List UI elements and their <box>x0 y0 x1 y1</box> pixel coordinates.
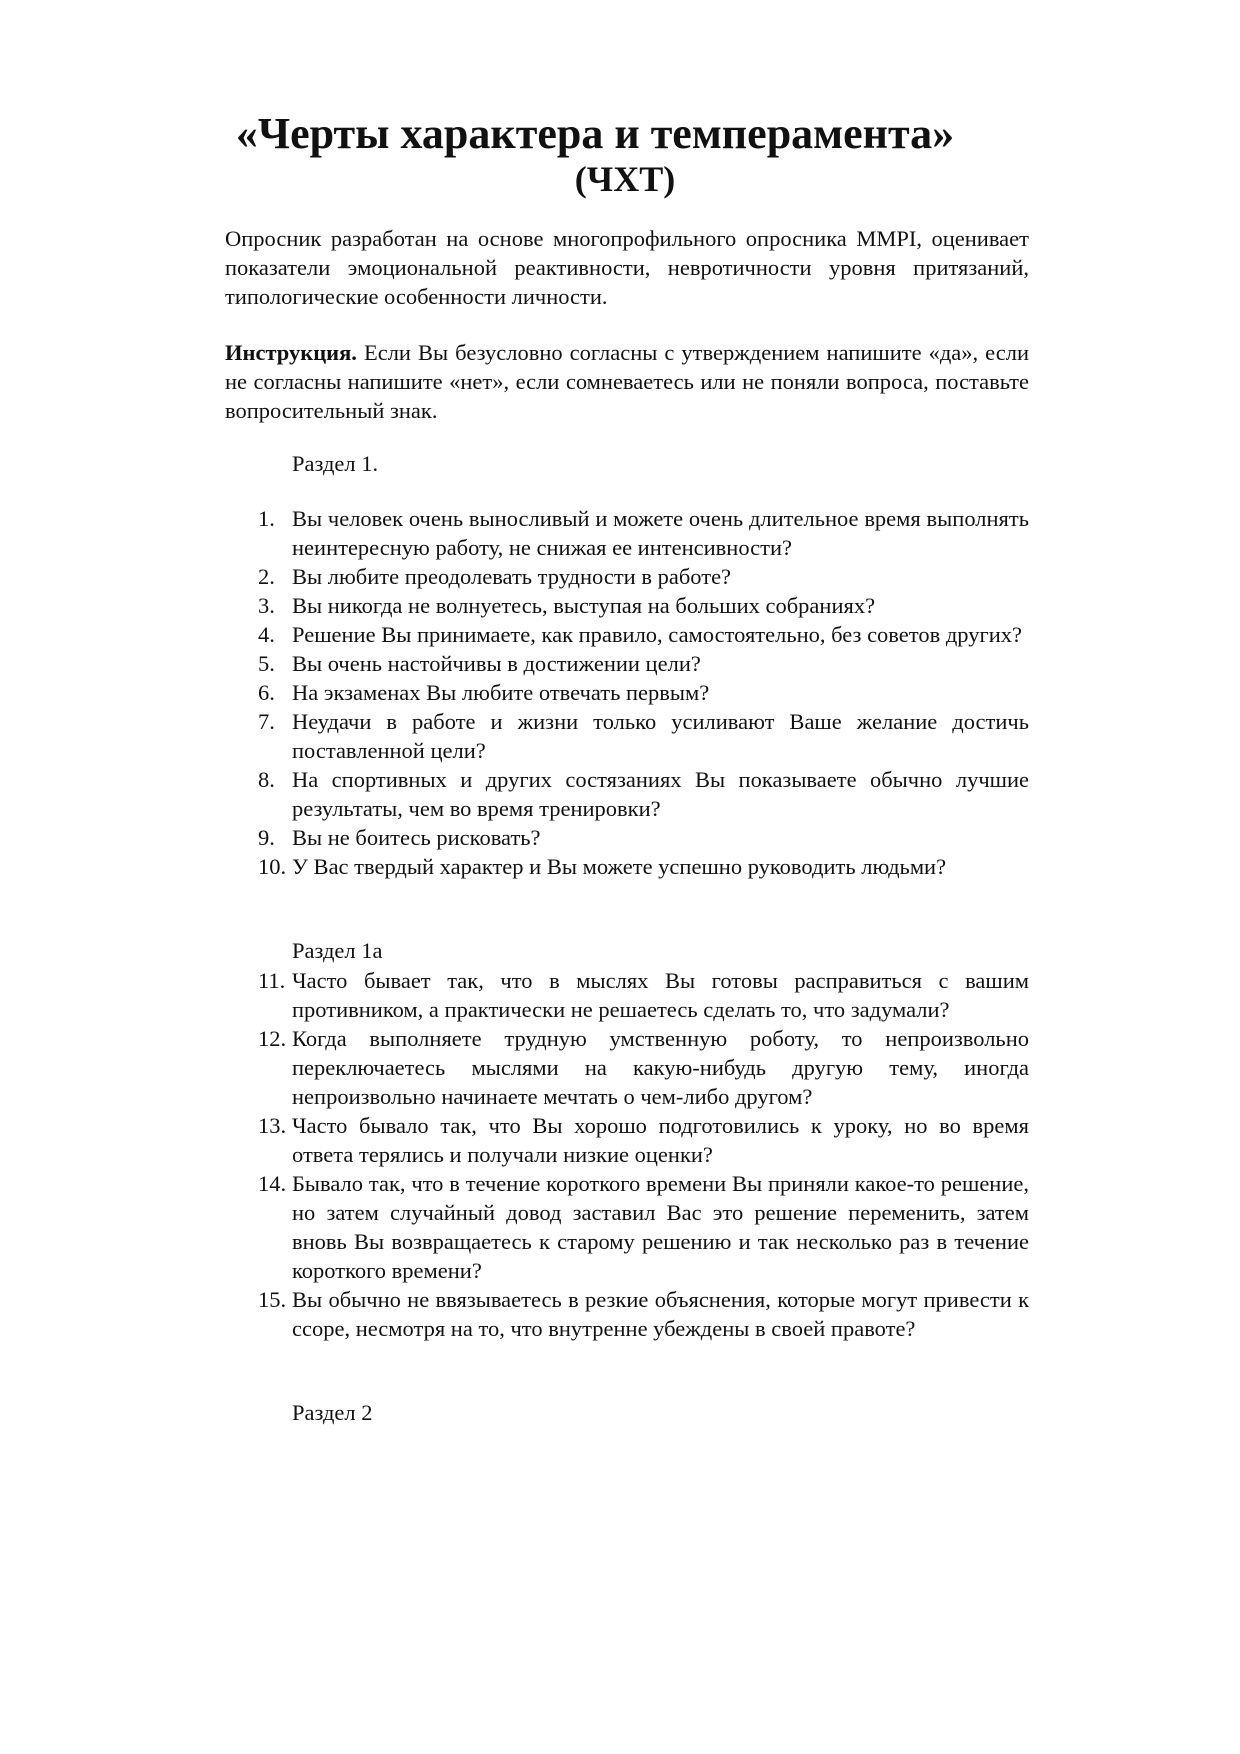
question-number: 7. <box>258 709 275 734</box>
instruction-paragraph <box>225 338 1029 425</box>
question-text: Вы очень настойчивы в достижении цели? <box>292 651 701 676</box>
question-text: Когда выполняете трудную умственную роботу, то непроизвольно переключаетесь мыслями на какую-нибудь другую тему, иногда непроизвольно начинаете мечтать о чем-либо другом? <box>292 1026 1029 1109</box>
question-number: 15. <box>258 1287 287 1312</box>
instruction-label: Инструкция. <box>225 340 357 365</box>
question-number: 4. <box>258 622 275 647</box>
question-number: 2. <box>258 564 275 589</box>
instruction-text: Если Вы безусловно согласны с утверждением напишите «да», если не согласны напишите «нет», если сомневаетесь или не поняли вопроса, поставьте вопросительный знак. <box>225 340 1029 423</box>
question-item <box>225 1169 1029 1285</box>
question-text: У Вас твердый характер и Вы можете успешно руководить людьми? <box>292 854 947 879</box>
intro-paragraph: Опросник разработан на основе многопрофильного опросника MMPI, оценивает показатели эмоциональной реактивности, невротичности уровня притязаний, типологические особенности личности. <box>225 226 1029 309</box>
question-item <box>225 1285 1029 1343</box>
question-text: Часто бывало так, что Вы хорошо подготовились к уроку, но во время ответа терялись и получали низкие оценки? <box>292 1113 1029 1167</box>
question-number: 1. <box>258 506 275 531</box>
question-number: 12. <box>258 1026 287 1051</box>
question-item <box>225 852 1029 881</box>
section-2-title: Раздел 2 <box>292 1400 373 1425</box>
section-1a-list <box>225 966 1029 1343</box>
question-item <box>225 504 1029 562</box>
question-item <box>225 562 1029 591</box>
question-number: 11. <box>258 968 286 993</box>
question-item <box>225 649 1029 678</box>
question-text: На экзаменах Вы любите отвечать первым? <box>292 680 710 705</box>
question-number: 14. <box>258 1171 287 1196</box>
question-number: 10. <box>258 854 287 879</box>
question-item <box>225 765 1029 823</box>
question-number: 5. <box>258 651 275 676</box>
question-item <box>225 823 1029 852</box>
question-text: Бывало так, что в течение короткого времени Вы приняли какое-то решение, но затем случайный довод заставил Вас это решение переменить, затем вновь Вы возвращаетесь к старому решению и так несколько раз в течение короткого времени? <box>292 1171 1029 1283</box>
question-text: Вы любите преодолевать трудности в работе? <box>292 564 732 589</box>
section-1-title: Раздел 1. <box>292 451 379 476</box>
question-number: 6. <box>258 680 275 705</box>
question-item <box>225 1111 1029 1169</box>
question-text: На спортивных и других состязаниях Вы показываете обычно лучшие результаты, чем во время тренировки? <box>292 767 1029 821</box>
question-number: 8. <box>258 767 275 792</box>
question-text: Вы никогда не волнуетесь, выступая на больших собраниях? <box>292 593 876 618</box>
document-title: «Черты характера и темперамента» <box>235 109 955 158</box>
section-1-list <box>225 504 1029 881</box>
question-text: Неудачи в работе и жизни только усиливают Ваше желание достичь поставленной цели? <box>292 709 1029 763</box>
question-number: 3. <box>258 593 275 618</box>
question-text: Вы обычно не ввязываетесь в резкие объяснения, которые могут привести к ссоре, несмотря на то, что внутренне убеждены в своей правоте? <box>292 1287 1029 1341</box>
question-text: Решение Вы принимаете, как правило, самостоятельно, без советов других? <box>292 622 1022 647</box>
question-number: 13. <box>258 1113 287 1138</box>
question-item <box>225 966 1029 1024</box>
question-item <box>225 1024 1029 1111</box>
question-item <box>225 707 1029 765</box>
question-number: 9. <box>258 825 275 850</box>
question-text: Вы человек очень выносливый и можете очень длительное время выполнять неинтересную работу, не снижая ее интенсивности? <box>292 506 1029 560</box>
question-text: Часто бывает так, что в мыслях Вы готовы расправиться с вашим противником, а практически не решаетесь сделать то, что задумали? <box>292 968 1029 1022</box>
question-text: Вы не боитесь рисковать? <box>292 825 541 850</box>
question-item <box>225 591 1029 620</box>
question-item <box>225 620 1029 649</box>
section-1a-title: Раздел 1а <box>292 938 383 963</box>
document-subtitle: (ЧХТ) <box>574 159 676 199</box>
question-item <box>225 678 1029 707</box>
